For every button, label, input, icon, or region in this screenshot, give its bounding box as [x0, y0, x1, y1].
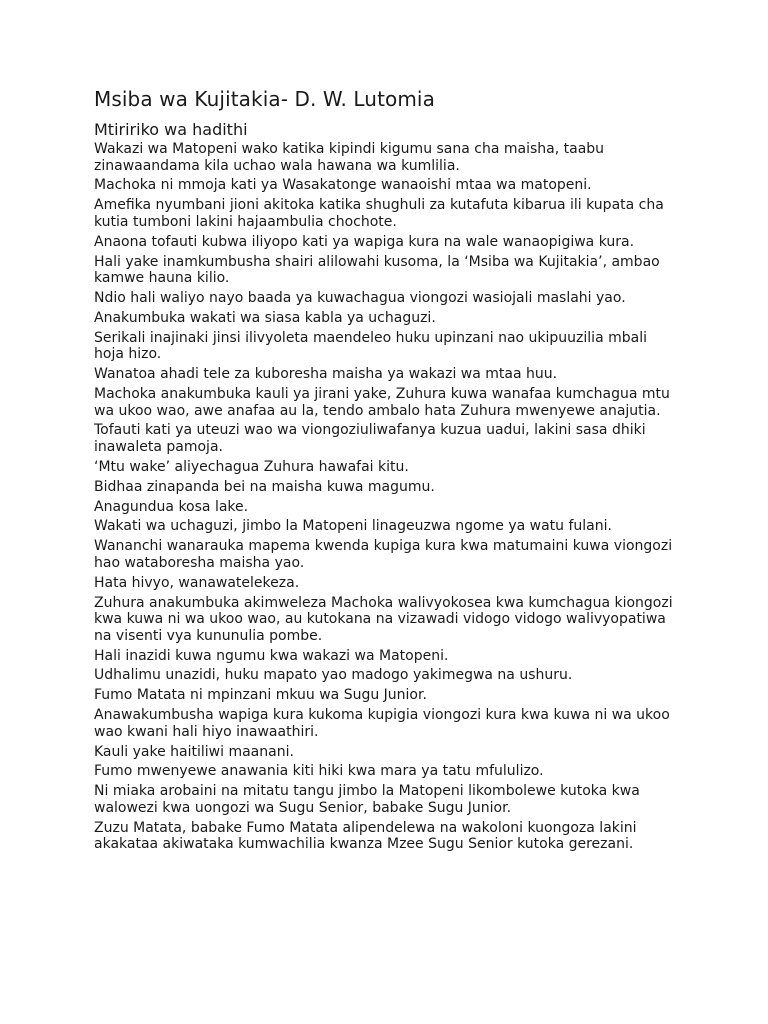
- paragraph: Anawakumbusha wapiga kura kukoma kupigia viongozi kura kwa kuwa ni wa ukoo wao kwani hali hiyo inawaathiri.: [94, 707, 670, 740]
- paragraph-list: [94, 141, 674, 853]
- paragraph: Bidhaa zinapanda bei na maisha kuwa magumu.: [94, 478, 435, 495]
- paragraph: Anagundua kosa lake.: [94, 498, 249, 515]
- paragraph: Anakumbuka wakati wa siasa kabla ya uchaguzi.: [94, 309, 436, 326]
- paragraph: Kauli yake haitiliwi maanani.: [94, 743, 294, 760]
- paragraph: Machoka anakumbuka kauli ya jirani yake, Zuhura kuwa wanafaa kumchagua mtu wa ukoo wao, awe anafaa au la, tendo ambalo hata Zuhura mwenyewe anajutia.: [94, 386, 670, 419]
- paragraph: ‘Mtu wake’ aliyechagua Zuhura hawafai kitu.: [94, 458, 409, 475]
- paragraph: Udhalimu unazidi, huku mapato yao madogo yakimegwa na ushuru.: [94, 667, 573, 684]
- paragraph: Tofauti kati ya uteuzi wao wa viongoziuliwafanya kuzua uadui, lakini sasa dhiki inawaleta pamoja.: [94, 422, 646, 455]
- paragraph: Anaona tofauti kubwa iliyopo kati ya wapiga kura na wale wanaopigiwa kura.: [94, 233, 635, 250]
- paragraph: Ndio hali waliyo nayo baada ya kuwachagua viongozi wasiojali maslahi yao.: [94, 289, 626, 306]
- paragraph: Wakati wa uchaguzi, jimbo la Matopeni linageuzwa ngome ya watu fulani.: [94, 518, 612, 535]
- document-page: [94, 86, 674, 856]
- document-title: Msiba wa Kujitakia- D. W. Lutomia: [94, 87, 435, 111]
- paragraph: Machoka ni mmoja kati ya Wasakatonge wanaoishi mtaa wa matopeni.: [94, 177, 592, 194]
- paragraph: Zuhura anakumbuka akimweleza Machoka walivyokosea kwa kumchagua kiongozi kwa kuwa ni wa ukoo wao, au kutokana na vizawadi vidogo vidogo walivyopatiwa na visenti vya kununulia pombe.: [94, 594, 673, 644]
- paragraph: Serikali inajinaki jinsi ilivyoleta maendeleo huku upinzani nao ukipuuzilia mbali hoja hizo.: [94, 329, 647, 363]
- paragraph: Fumo Matata ni mpinzani mkuu wa Sugu Junior.: [94, 687, 427, 704]
- paragraph: Ni miaka arobaini na mitatu tangu jimbo la Matopeni likombolewe kutoka kwa walowezi kwa uongozi wa Sugu Senior, babake Sugu Junior.: [94, 783, 640, 816]
- paragraph: Hali inazidi kuwa ngumu kwa wakazi wa Matopeni.: [94, 647, 449, 664]
- section-heading: Mtiririko wa hadithi: [94, 120, 248, 139]
- paragraph: Wananchi wanarauka mapema kwenda kupiga kura kwa matumaini kuwa viongozi hao wataboresha maisha yao.: [94, 538, 673, 571]
- paragraph: Amefika nyumbani jioni akitoka katika shughuli za kutafuta kibarua ili kupata cha kutia tumboni lakini hajaambulia chochote.: [94, 197, 664, 230]
- paragraph: Wakazi wa Matopeni wako katika kipindi kigumu sana cha maisha, taabu zinawaandama kila uchao wala hawana wa kumlilia.: [94, 141, 605, 174]
- paragraph: Zuzu Matata, babake Fumo Matata alipendelewa na wakoloni kuongoza lakini akakataa akiwataka kumwachilia kwanza Mzee Sugu Senior kutoka gerezani.: [94, 819, 637, 853]
- paragraph: Hali yake inamkumbusha shairi alilowahi kusoma, la ‘Msiba wa Kujitakia’, ambao kamwe hauna kilio.: [94, 253, 660, 287]
- paragraph: Wanatoa ahadi tele za kuboresha maisha ya wakazi wa mtaa huu.: [94, 366, 558, 383]
- paragraph: Fumo mwenyewe anawania kiti hiki kwa mara ya tatu mfululizo.: [94, 763, 544, 780]
- paragraph: Hata hivyo, wanawatelekeza.: [94, 574, 300, 591]
